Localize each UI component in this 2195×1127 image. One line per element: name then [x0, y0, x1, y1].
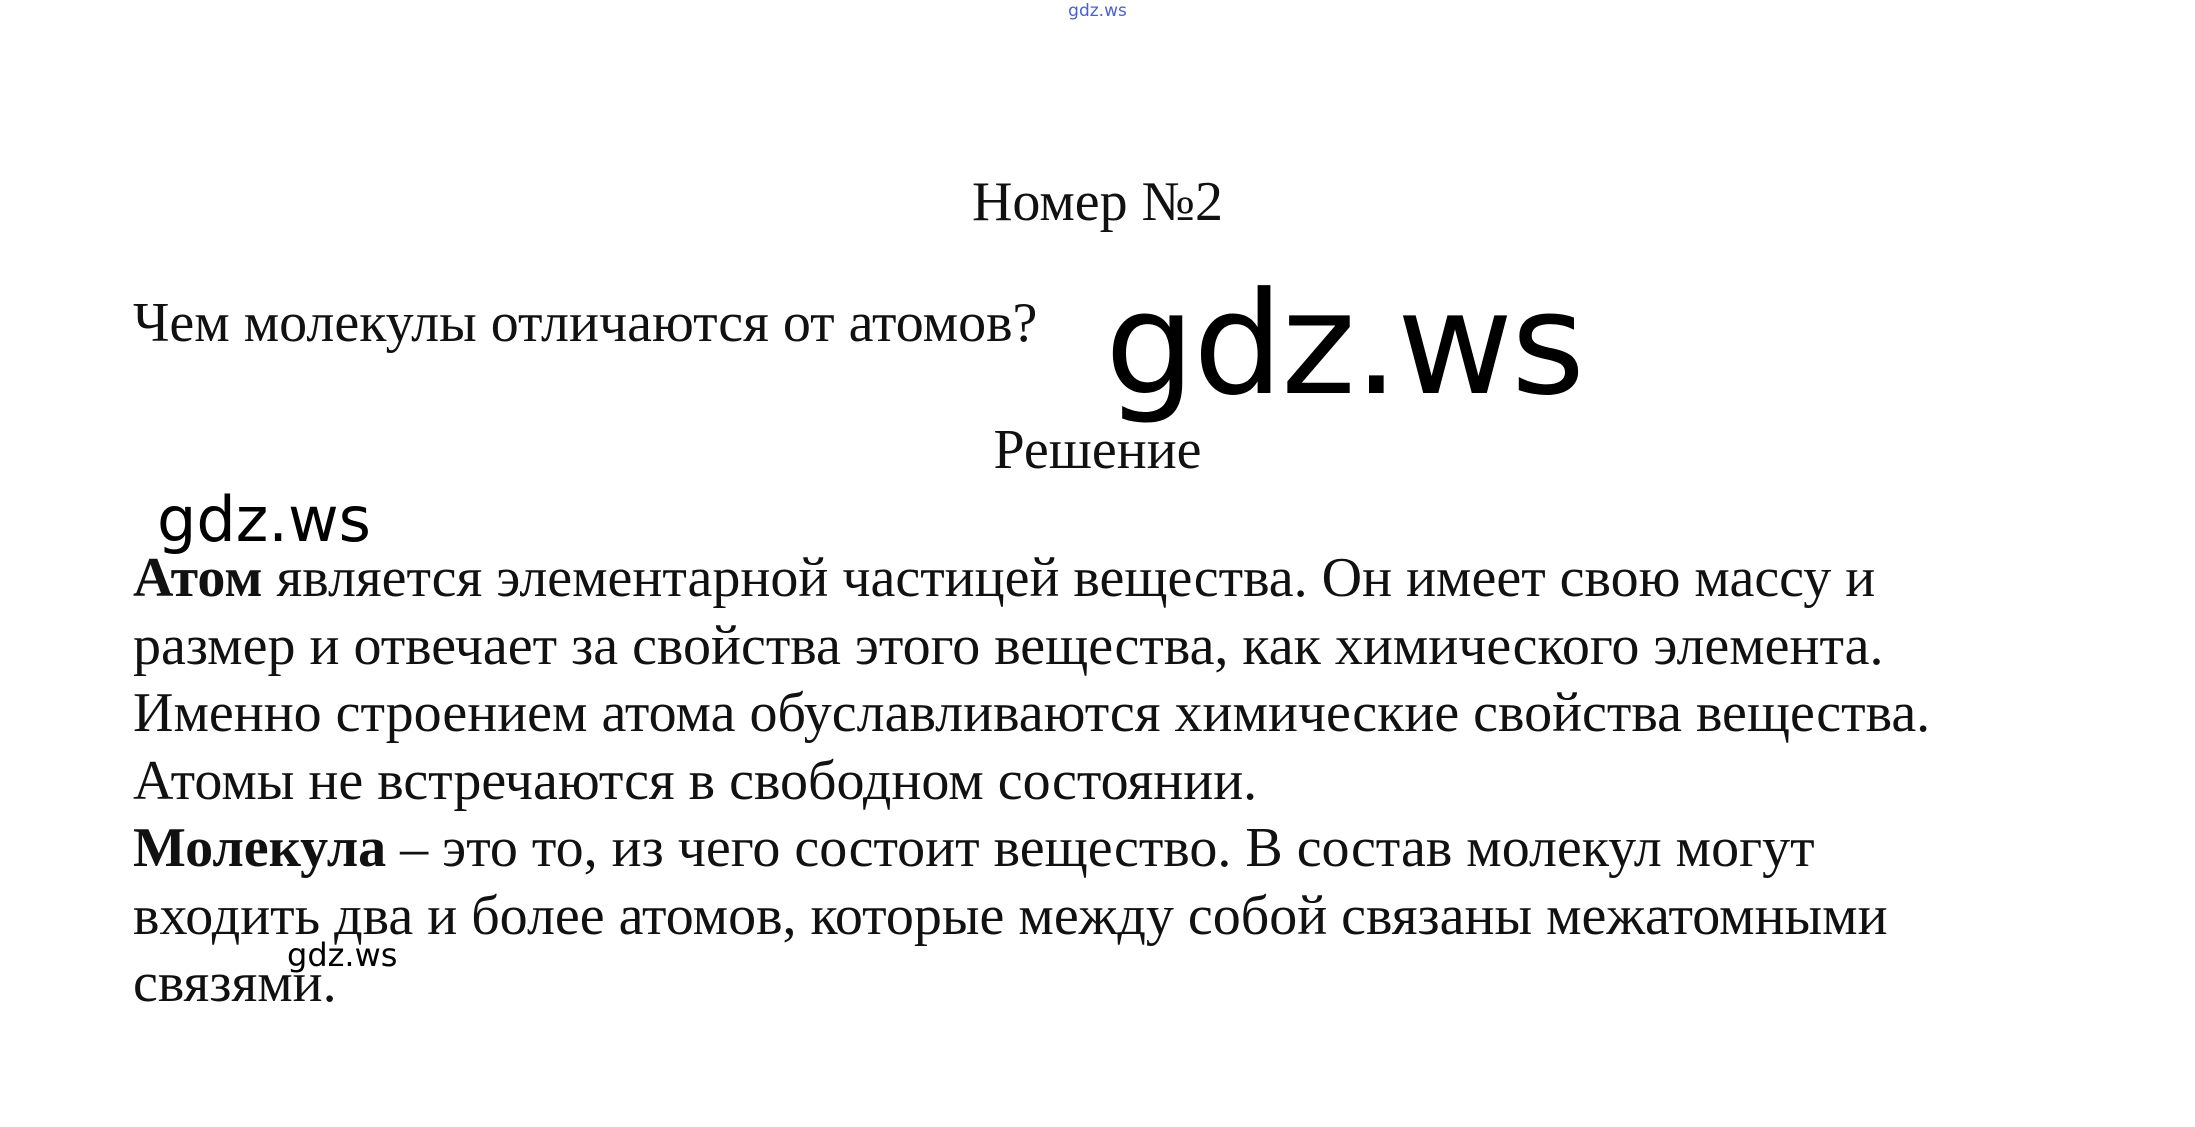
watermark-medium: gdz.ws: [157, 483, 371, 556]
molecule-definition-start: – это то, из чего состоит вещество. В состав молекул могут: [386, 817, 1815, 879]
atom-paragraph-line-1: [133, 545, 2133, 613]
watermark-small: gdz.ws: [287, 936, 398, 974]
atom-paragraph-line-4: Атомы не встречаются в свободном состоянии.: [133, 749, 1258, 812]
solution-heading: Решение: [993, 419, 1202, 481]
atom-paragraph-line-2: размер и отвечает за свойства этого вещества, как химического элемента.: [133, 614, 1884, 677]
molecule-term: Молекула: [133, 817, 387, 879]
molecule-paragraph-line-1: [133, 815, 2133, 883]
question-text: Чем молекулы отличаются от атомов?: [133, 292, 1038, 354]
solution-body: [133, 545, 2133, 1018]
watermark-top: gdz.ws: [1068, 1, 1127, 21]
atom-term: Атом: [133, 547, 263, 609]
exercise-number-heading: Номер №2: [971, 171, 1224, 233]
molecule-paragraph-line-3: связями.: [133, 952, 337, 1014]
atom-paragraph-line-3: Именно строением атома обуславливаются химические свойства вещества.: [133, 682, 1931, 744]
watermark-large: gdz.ws: [1105, 262, 1584, 427]
molecule-paragraph-line-2: входить два и более атомов, которые между собой связаны межатомными: [133, 884, 1888, 947]
atom-definition-start: является элементарной частицей вещества. Он имеет свою массу и: [262, 547, 1876, 609]
